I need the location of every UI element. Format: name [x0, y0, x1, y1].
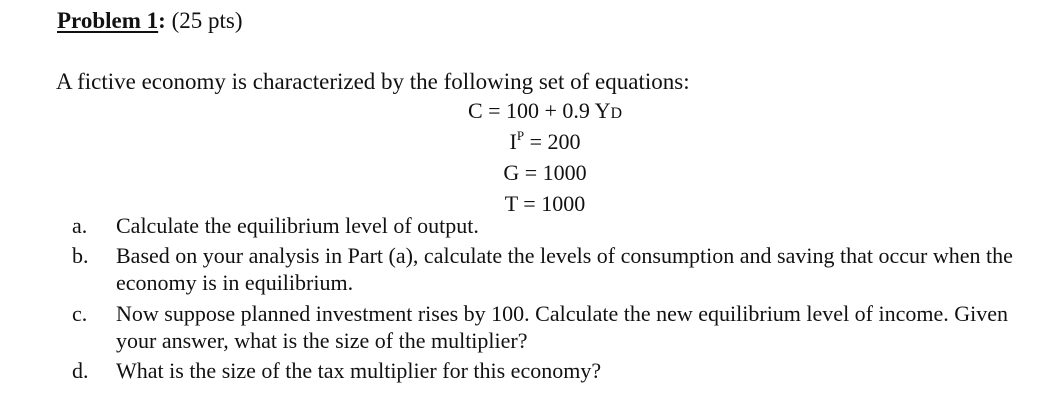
problem-title: Problem 1	[57, 8, 159, 33]
question-d	[72, 357, 1032, 387]
equation-taxes: T = 1000	[504, 191, 586, 216]
intro-paragraph: A fictive economy is characterized by the following set of equations:	[56, 69, 690, 94]
question-a	[72, 212, 1032, 242]
equation-investment	[395, 126, 695, 157]
question-letter: c.	[72, 301, 88, 326]
equation-block	[395, 95, 695, 219]
question-c	[72, 300, 1032, 357]
question-b	[72, 242, 1032, 300]
question-text: Based on your analysis in Part (a), calculate the levels of consumption and saving that occur when the economy is in equilibrium.	[116, 243, 1013, 295]
question-letter: b.	[72, 243, 89, 268]
problem-heading	[57, 5, 243, 37]
question-letter: a.	[72, 213, 88, 238]
equation-government: G = 1000	[503, 160, 587, 185]
equation-consumption-text: C = 100 + 0.9 Y	[467, 98, 611, 123]
equation-investment-superscript: P	[516, 128, 525, 143]
question-text: Now suppose planned investment rises by 100. Calculate the new equilibrium level of income. Given your answer, what is the size of the multiplier?	[116, 301, 1009, 353]
equation-consumption	[395, 95, 695, 126]
question-letter: d.	[72, 358, 89, 383]
question-text: What is the size of the tax multiplier for this economy?	[116, 358, 602, 383]
question-list	[72, 212, 1032, 387]
problem-title-colon: :	[158, 8, 166, 33]
equation-investment-base: I	[509, 129, 517, 154]
question-text: Calculate the equilibrium level of output.	[116, 213, 479, 238]
equation-consumption-subscript: D	[610, 105, 623, 122]
equation-investment-value: = 200	[524, 129, 581, 154]
problem-points: (25 pts)	[171, 8, 243, 33]
